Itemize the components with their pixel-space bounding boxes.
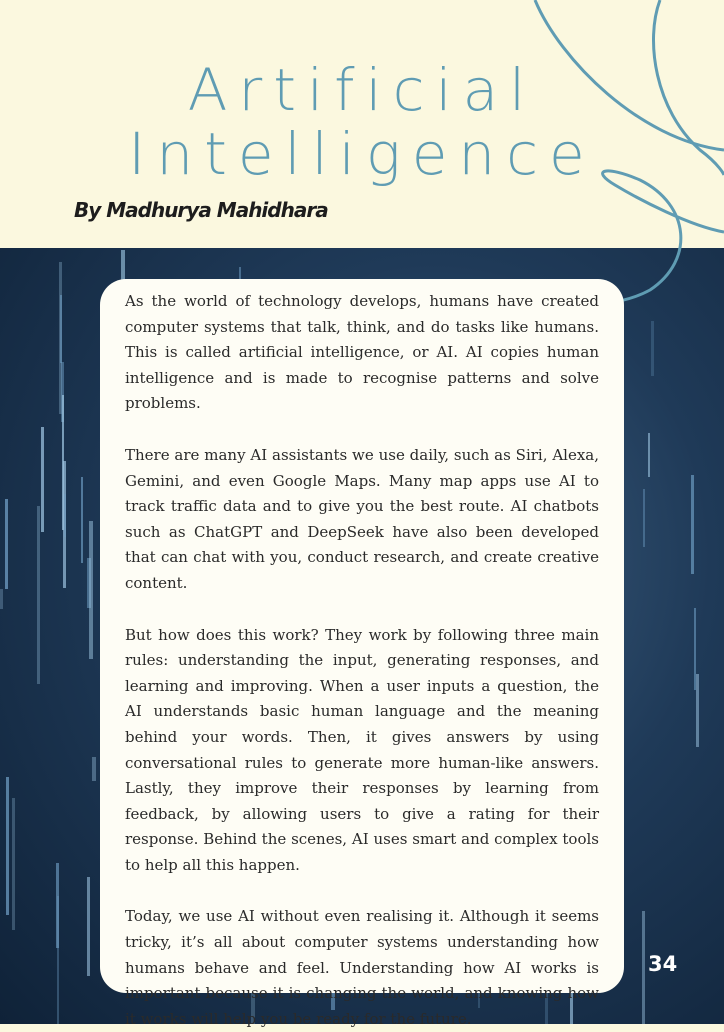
article-paragraph: As the world of technology develops, humans have created computer systems that talk, think, and do tasks like humans. This is called artificial intelligence, or AI. AI copies human intelligence and is made to recognise patterns and solve problems. bbox=[125, 292, 599, 413]
code-streak bbox=[64, 494, 66, 537]
page-title bbox=[60, 58, 664, 186]
code-streak bbox=[81, 477, 83, 563]
article-paragraph: Today, we use AI without even realising it. Although it seems tricky, it’s all about computer systems understanding how humans behave and feel. Understanding how AI works is important because it is changing the world, and knowing how it works will help you be ready for the future. bbox=[125, 907, 599, 1028]
code-streak bbox=[12, 798, 15, 930]
code-streak bbox=[694, 608, 696, 690]
code-streak bbox=[691, 475, 694, 574]
article-paragraph: There are many AI assistants we use daily, such as Siri, Alexa, Gemini, and even Google Maps. Many map apps use AI to track traffic data and to give you the best route. AI chatbots such as ChatGPT and DeepSeek have also been developed that can chat with you, conduct research, and create creative content. bbox=[125, 445, 599, 592]
code-streak bbox=[41, 427, 44, 532]
code-streak bbox=[5, 499, 8, 589]
code-streak bbox=[648, 433, 650, 477]
page-number: 34 bbox=[648, 952, 678, 976]
code-streak bbox=[6, 777, 9, 915]
code-streak bbox=[642, 911, 645, 1024]
code-streak bbox=[89, 521, 93, 659]
code-streak bbox=[92, 757, 96, 781]
title-line-1: Artificial bbox=[187, 56, 537, 124]
code-streak bbox=[696, 674, 699, 747]
title-line-2: Intelligence bbox=[128, 120, 596, 188]
author-byline: By Madhurya Mahidhara bbox=[74, 198, 328, 222]
code-streak bbox=[57, 896, 59, 1024]
code-streak bbox=[37, 506, 40, 684]
code-streak bbox=[87, 877, 90, 976]
article-card bbox=[100, 279, 624, 1028]
code-streak bbox=[651, 321, 654, 376]
code-streak bbox=[643, 489, 645, 547]
code-streak bbox=[60, 295, 62, 363]
article-paragraph: But how does this work? They work by following three main rules: understanding the input, generating responses, and learning and improving. When a user inputs a question, the AI understands basic human language and the meaning behind your words. Then, it gives answers by using conversational rules to generate more human-like answers. Lastly, they improve their responses by learning from feedback, by allowing users to give a rating for their response. Behind the scenes, AI uses smart and complex tools to help all this happen. bbox=[125, 625, 599, 874]
code-streak bbox=[0, 589, 3, 609]
